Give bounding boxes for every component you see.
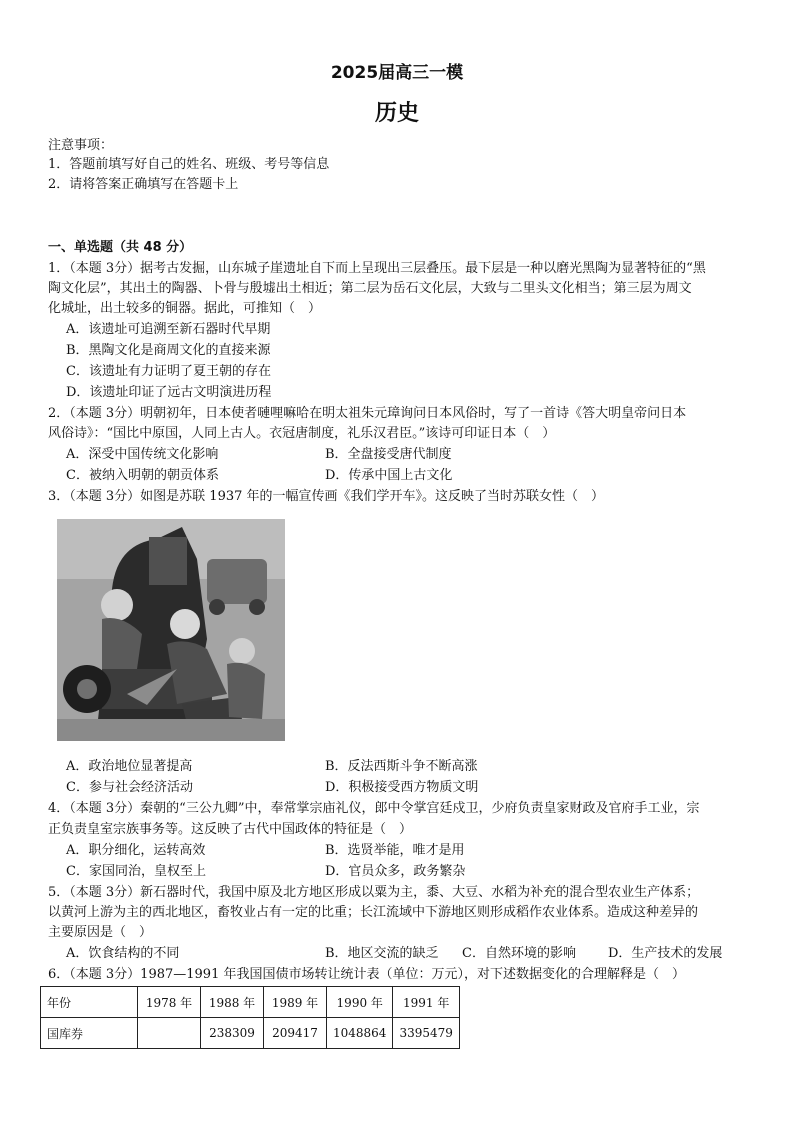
q2-stem: 风俗诗》：“国比中原国，人同上古人。衣冠唐制度，礼乐汉君臣。”该诗可印证日本（ ） bbox=[48, 426, 556, 441]
table-header-row bbox=[41, 987, 460, 1018]
q5-stem: 主要原因是（ ） bbox=[48, 925, 153, 940]
table-header-cell: 1988 年 bbox=[201, 987, 264, 1018]
q5-option-d: D．生产技术的发展 bbox=[608, 946, 723, 961]
q2-stem: 2．（本题 3分）明朝初年，日本使者嗹哩嘛哈在明太祖朱元璋询问日本风俗时，写了一首诗《答大明皇帝问日本 bbox=[48, 406, 687, 421]
table-cell: 238309 bbox=[201, 1018, 264, 1049]
bond-transfer-table bbox=[40, 986, 460, 1049]
q1-option-c: C．该遗址有力证明了夏王朝的存在 bbox=[66, 364, 271, 379]
q5-stem: 以黄河上游为主的西北地区，畜牧业占有一定的比重；长江流域中下游地区则形成稻作农业体系。造成这种差异的 bbox=[48, 905, 699, 920]
q3-option-c: C．参与社会经济活动 bbox=[66, 780, 193, 795]
table-cell: 国库券 bbox=[41, 1018, 138, 1049]
propaganda-poster-image bbox=[57, 519, 285, 741]
q1-stem: 化城址，出土较多的铜器。据此，可推知（ ） bbox=[48, 301, 322, 316]
table-header-cell: 1991 年 bbox=[393, 987, 459, 1018]
section-heading: 一、单选题（共 48 分） bbox=[48, 240, 193, 255]
q1-stem: 1．（本题 3分）据考古发掘，山东城子崖遗址自下而上呈现出三层叠压。最下层是一种以磨光黑陶为显著特征的“黑 bbox=[48, 261, 706, 276]
notice-item: 1．答题前填写好自己的姓名、班级、考号等信息 bbox=[48, 157, 330, 172]
q3-option-a: A．政治地位显著提高 bbox=[66, 759, 193, 774]
q2-option-a: A．深受中国传统文化影响 bbox=[66, 447, 219, 462]
q4-stem: 4．（本题 3分）秦朝的“三公九卿”中，奉常掌宗庙礼仪，郎中令掌宫廷戍卫，少府负责皇家财政及官府手工业，宗 bbox=[48, 801, 700, 816]
table-cell: 3395479 bbox=[393, 1018, 459, 1049]
q4-option-b: B．选贤举能，唯才是用 bbox=[325, 843, 465, 858]
q3-option-b: B．反法西斯斗争不断高涨 bbox=[325, 759, 478, 774]
q5-option-c: C．自然环境的影响 bbox=[462, 946, 576, 961]
q2-option-b: B．全盘接受唐代制度 bbox=[325, 447, 452, 462]
subject-title: 历史 bbox=[374, 101, 419, 126]
q4-stem: 正负责皇室宗族事务等。这反映了古代中国政体的特征是（ ） bbox=[48, 822, 413, 837]
q4-option-a: A．职分细化，运转高效 bbox=[66, 843, 206, 858]
exam-title: 2025届高三一模 bbox=[330, 63, 464, 83]
q5-option-b: B．地区交流的缺乏 bbox=[325, 946, 439, 961]
q2-option-d: D．传承中国上古文化 bbox=[325, 468, 453, 483]
table-header-cell: 1989 年 bbox=[264, 987, 327, 1018]
q1-stem: 陶文化层”，其出土的陶器、卜骨与殷墟出土相近；第二层为岳石文化层，大致与二里头文化相当；第三层为周文 bbox=[48, 281, 692, 296]
q1-option-a: A．该遗址可追溯至新石器时代早期 bbox=[66, 322, 271, 337]
table-row bbox=[41, 1018, 460, 1049]
q1-option-d: D．该遗址印证了远古文明演进历程 bbox=[66, 385, 272, 400]
table-cell bbox=[138, 1018, 201, 1049]
q3-stem: 3．（本题 3分）如图是苏联 1937 年的一幅宣传画《我们学开车》。这反映了当时苏联女性（ ） bbox=[48, 489, 605, 504]
q1-option-b: B．黑陶文化是商周文化的直接来源 bbox=[66, 343, 271, 358]
q4-option-d: D．官员众多，政务繁杂 bbox=[325, 864, 466, 879]
table-cell: 209417 bbox=[264, 1018, 327, 1049]
q6-stem: 6．（本题 3分）1987—1991 年我国国债市场转让统计表（单位：万元），对下述数据变化的合理解释是（ ） bbox=[48, 967, 685, 982]
q3-option-d: D．积极接受西方物质文明 bbox=[325, 780, 479, 795]
q5-option-a: A．饮食结构的不同 bbox=[66, 946, 180, 961]
table-header-cell: 1978 年 bbox=[138, 987, 201, 1018]
q2-option-c: C．被纳入明朝的朝贡体系 bbox=[66, 468, 219, 483]
notice-item: 2．请将答案正确填写在答题卡上 bbox=[48, 177, 239, 192]
q4-option-c: C．家国同治，皇权至上 bbox=[66, 864, 206, 879]
table-header-cell: 年份 bbox=[41, 987, 138, 1018]
q5-stem: 5．（本题 3分）新石器时代，我国中原及北方地区形成以粟为主，黍、大豆、水稻为补充的混合型农业生产体系； bbox=[48, 885, 700, 900]
poster-illustration bbox=[57, 519, 285, 741]
table-cell: 1048864 bbox=[327, 1018, 393, 1049]
notice-heading: 注意事项： bbox=[48, 138, 114, 153]
table-header-cell: 1990 年 bbox=[327, 987, 393, 1018]
